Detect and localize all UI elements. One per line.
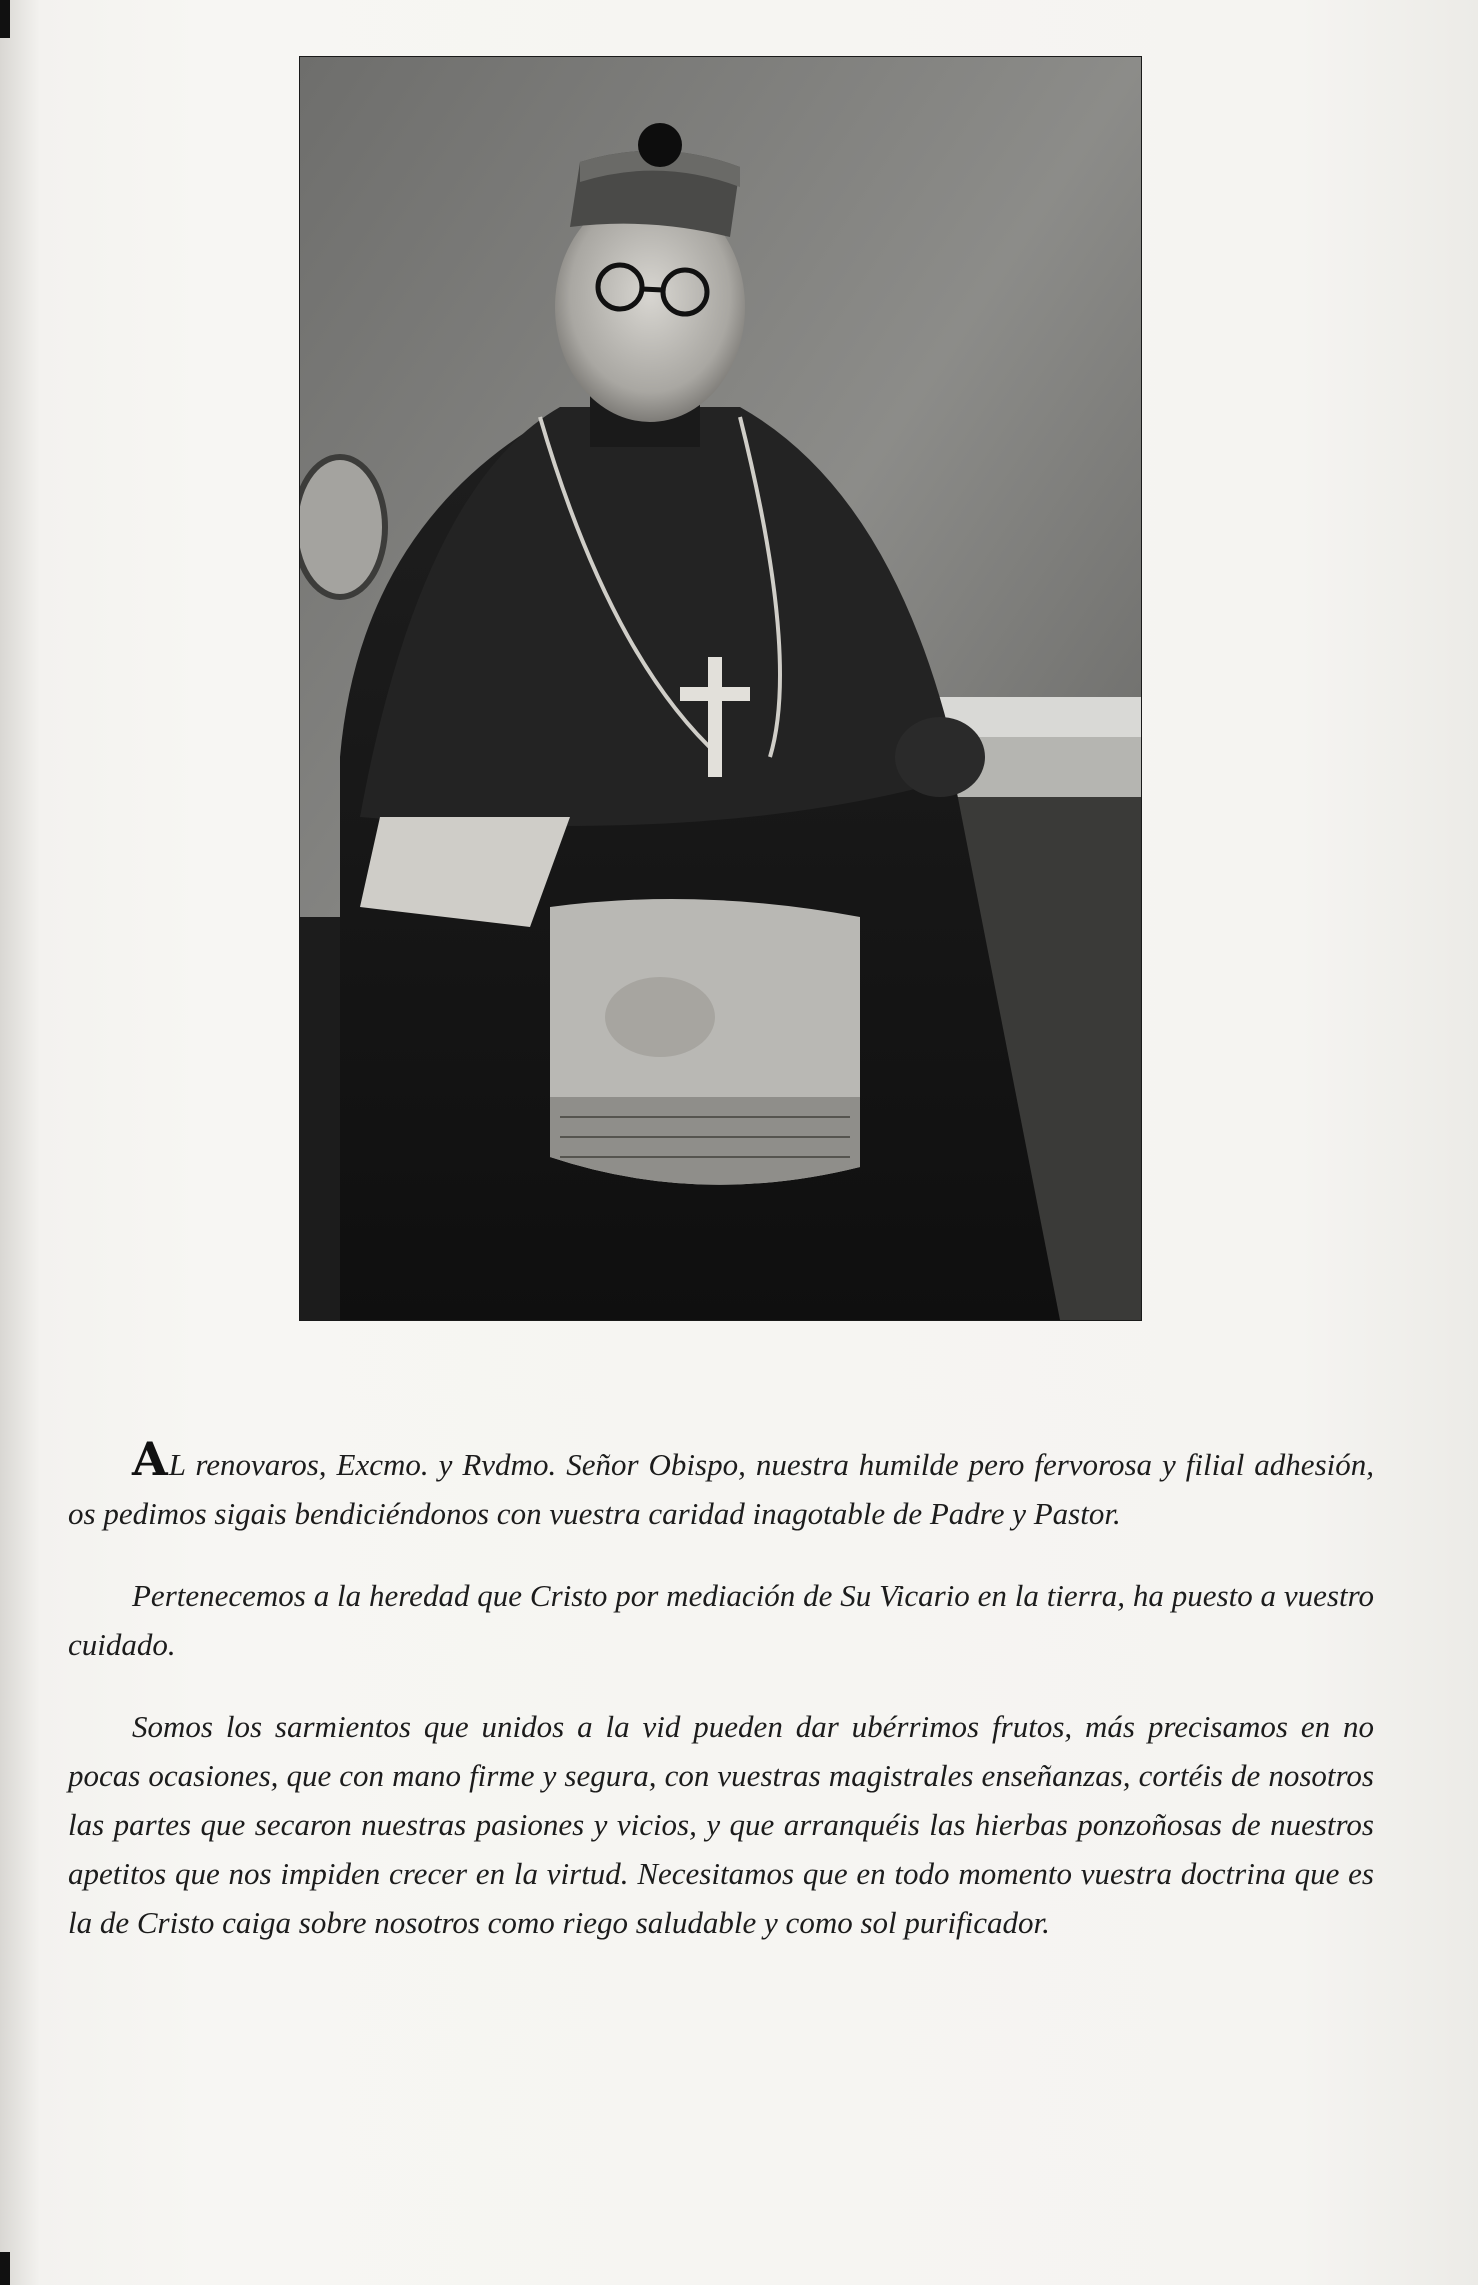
portrait-illustration: [300, 57, 1141, 1320]
decorative-initial: A: [132, 1432, 169, 1486]
paragraph-1-text: L renovaros, Excmo. y Rvdmo. Señor Obispo, nuestra humilde pero fervorosa y filial adhesión, os pedimos sigais bendiciéndonos con vuestra caridad inagotable de Padre y Pastor.: [68, 1447, 1374, 1531]
binding-mark-top: [0, 0, 10, 38]
paragraph-3: Somos los sarmientos que unidos a la vid pueden dar ubérrimos frutos, más precisamos en no pocas ocasiones, que con mano firme y segura, con vuestras magistrales enseñanzas, cortéis de nosotros las partes que secaron nuestras pasiones y vicios, y que arranquéis las hierbas ponzoñosas de nuestros apetitos que nos impiden crecer en la virtud. Necesitamos que en todo momento vuestra doctrina que es la de Cristo caiga sobre nosotros como riego saludable y como sol purificador.: [68, 1709, 1374, 1940]
paragraph-1: [68, 1432, 1374, 1538]
dedication-text: [68, 1432, 1374, 1980]
bishop-portrait-photo: [300, 57, 1141, 1320]
binding-mark-bottom: [0, 2252, 10, 2285]
paragraph-2: Pertenecemos a la heredad que Cristo por mediación de Su Vicario en la tierra, ha puesto a vuestro cuidado.: [68, 1578, 1374, 1662]
